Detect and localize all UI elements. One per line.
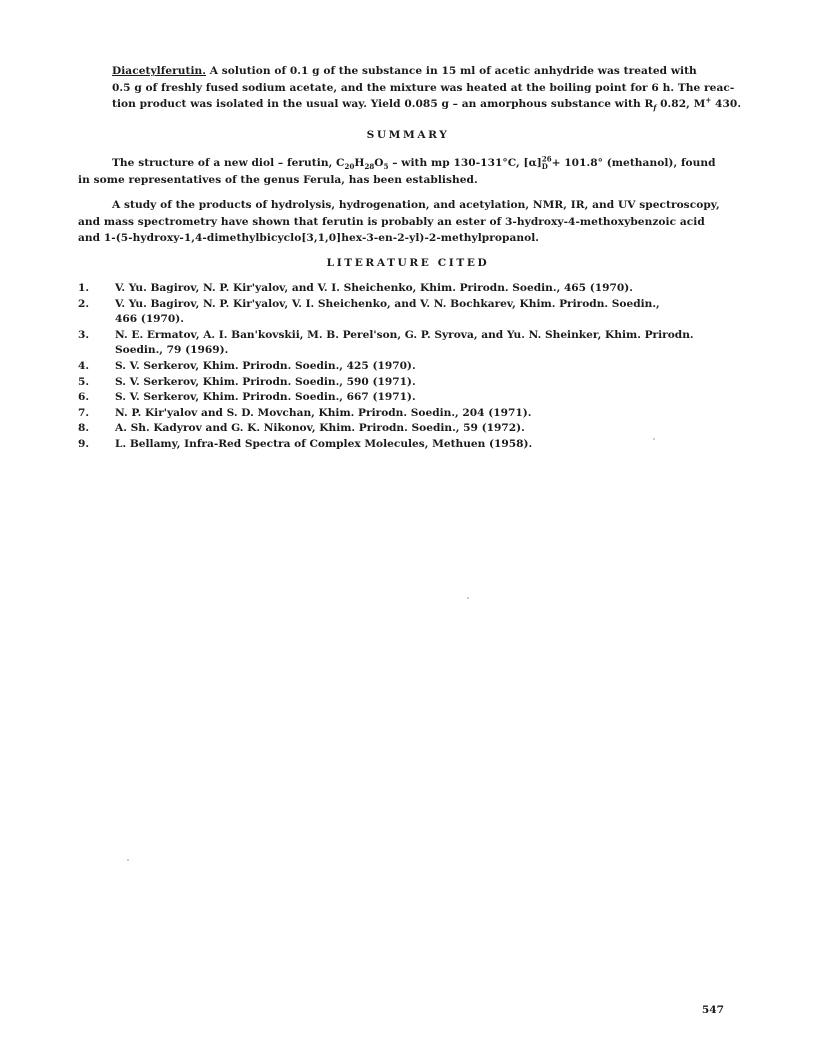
diacetylferutin-paragraph xyxy=(78,63,742,113)
reference-item xyxy=(78,406,748,422)
reference-line: V. Yu. Bagirov, N. P. Kir'yalov, and V. I. Sheichenko, Khim. Prirodn. Soedin., 465 (1970). xyxy=(115,282,633,294)
reference-text xyxy=(115,406,748,422)
reference-number: 8. xyxy=(78,422,90,435)
reference-line: 466 (1970). xyxy=(115,313,184,326)
reference-text xyxy=(115,390,748,406)
reference-text xyxy=(115,359,748,375)
reference-line: L. Bellamy, Infra-Red Spectra of Complex Molecules, Methuen (1958). xyxy=(115,437,533,450)
scan-speck xyxy=(127,859,129,861)
reference-line: N. P. Kir'yalov and S. D. Movchan, Khim. Prirodn. Soedin., 204 (1971). xyxy=(115,406,532,419)
reference-text xyxy=(115,375,748,391)
reference-number: 3. xyxy=(78,328,90,341)
m-plus-superscript: + xyxy=(705,95,712,105)
reference-line: N. E. Ermatov, A. I. Ban'kovskii, M. B. Perel'son, G. P. Syrova, and Yu. N. Sheinker, Khim. Prirodn. xyxy=(115,328,694,341)
rotation-temp-sup: 26 xyxy=(541,154,552,164)
reference-list xyxy=(78,281,748,453)
reference-number: 6. xyxy=(78,391,90,404)
reference-number: 1. xyxy=(78,282,90,294)
literature-cited-heading: LITERATURE CITED xyxy=(326,257,490,269)
reference-line: Soedin., 79 (1969). xyxy=(115,344,229,357)
reference-line: S. V. Serkerov, Khim. Prirodn. Soedin., 590 (1971). xyxy=(115,375,416,388)
reference-text xyxy=(115,328,748,359)
reference-item xyxy=(78,281,748,297)
reference-item xyxy=(78,437,748,453)
diacetyl-line-1: Diacetylferutin. A solution of 0.1 g of the substance in 15 ml of acetic anhydride was treated with xyxy=(112,65,697,77)
reference-line: S. V. Serkerov, Khim. Prirodn. Soedin., 425 (1970). xyxy=(115,359,416,372)
summary-p1-line-1: The structure of a new diol – ferutin, $C_{20}H_{28}O_5$ – with mp 130-131°C, $[\alpha]^{26}_D + 101.8^\circ$ (methanol), found xyxy=(112,154,716,172)
summary-heading: SUMMARY xyxy=(366,129,450,141)
reference-item xyxy=(78,421,748,437)
diacetyl-line-3: tion product was isolated in the usual way. Yield 0.085 g – an amorphous substance with $R_f$ 0.82, M+ 430. xyxy=(112,95,742,113)
reference-item xyxy=(78,297,748,328)
reference-text xyxy=(115,421,748,437)
reference-line: A. Sh. Kadyrov and G. K. Nikonov, Khim. Prirodn. Soedin., 59 (1972). xyxy=(115,422,525,435)
reference-number: 4. xyxy=(78,359,90,372)
rf-subscript: f xyxy=(653,103,657,113)
reference-item xyxy=(78,359,748,375)
reference-text xyxy=(115,281,748,297)
summary-p2-line-3: and 1-(5-hydroxy-1,4-dimethylbicyclo[3,1,0]hex-3-en-2-yl)-2-methylpropanol. xyxy=(78,232,540,245)
summary-p1-line-2: in some representatives of the genus Ferula, has been established. xyxy=(78,173,478,186)
scan-speck xyxy=(653,438,655,440)
reference-line: V. Yu. Bagirov, N. P. Kir'yalov, V. I. Sheichenko, and V. N. Bochkarev, Khim. Prirodn. Soedin., xyxy=(115,297,660,310)
reference-number: 7. xyxy=(78,406,90,419)
reference-line: S. V. Serkerov, Khim. Prirodn. Soedin., 667 (1971). xyxy=(115,391,416,404)
summary-p2-line-1: A study of the products of hydrolysis, hydrogenation, and acetylation, NMR, IR, and UV spectroscopy, xyxy=(112,199,720,211)
summary-paragraph-2 xyxy=(78,197,738,247)
reference-text xyxy=(115,297,748,328)
reference-item xyxy=(78,328,748,359)
diacetyl-line-2: 0.5 g of freshly fused sodium acetate, and the mixture was heated at the boiling point for 6 h. The reac- xyxy=(112,81,735,94)
reference-number: 2. xyxy=(78,297,90,310)
reference-number: 9. xyxy=(78,437,90,450)
reference-item xyxy=(78,375,748,391)
scan-speck xyxy=(467,597,469,599)
rotation-d-sub: D xyxy=(541,162,548,172)
page-number: 547 xyxy=(701,1004,724,1016)
summary-paragraph-1 xyxy=(78,155,738,188)
reference-number: 5. xyxy=(78,375,90,388)
diacetylferutin-title: Diacetylferutin. xyxy=(112,65,207,77)
summary-p2-line-2: and mass spectrometry have shown that ferutin is probably an ester of 3-hydroxy-4-methoxybenzoic acid xyxy=(78,215,705,228)
reference-item xyxy=(78,390,748,406)
